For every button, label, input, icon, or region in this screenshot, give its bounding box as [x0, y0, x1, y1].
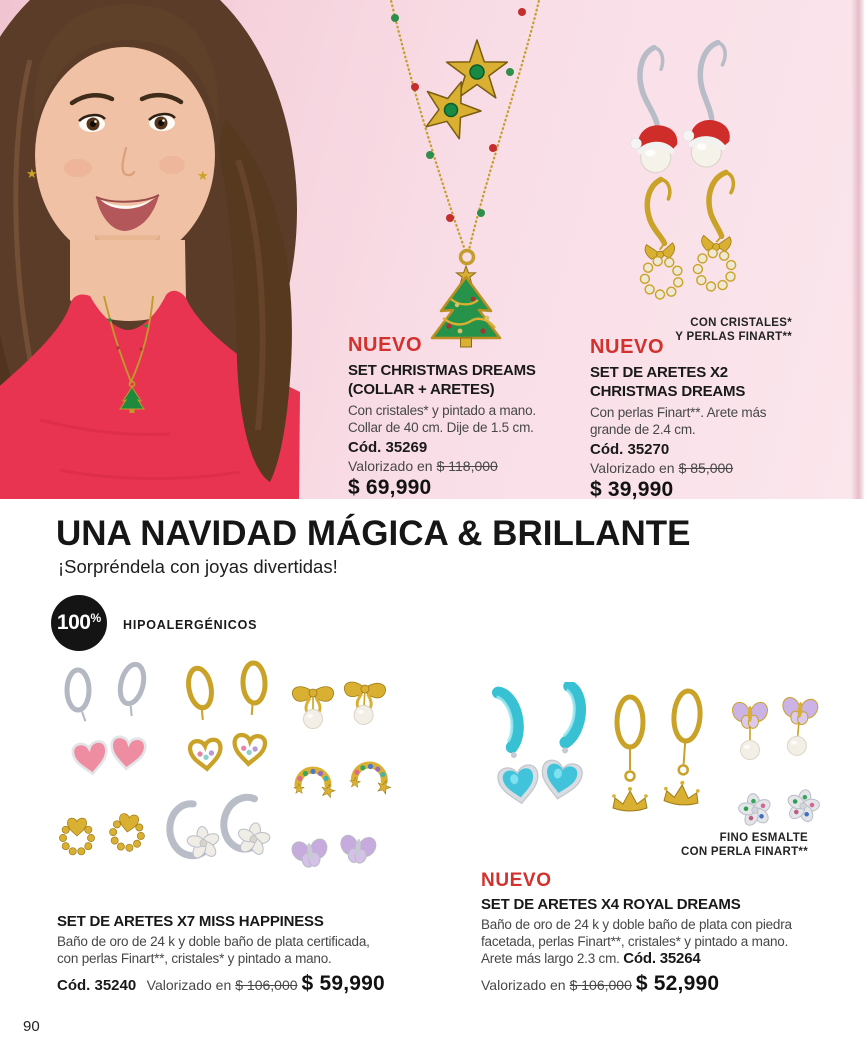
nuevo-badge: NUEVO: [590, 336, 665, 358]
valorized-label: Valorizado en: [146, 977, 232, 993]
tree-pendant: [432, 251, 500, 348]
star-earring-icon: ★: [26, 166, 38, 181]
star-earrings: [426, 40, 507, 139]
product-code: Cód. 35264: [623, 950, 701, 967]
set4-product-image: [465, 682, 825, 837]
hero-section: [0, 0, 865, 499]
section-subtitle: ¡Sorpréndela con joyas divertidas!: [58, 556, 338, 577]
old-price-line: [348, 458, 598, 474]
product-description: Collar de 40 cm. Dije de 1.5 cm.: [348, 420, 534, 435]
product-title: (COLLAR + ARETES): [348, 381, 495, 398]
product-description: Baño de oro de 24 k y doble baño de plata con piedra: [481, 917, 792, 932]
price: $ 39,990: [590, 478, 674, 501]
price: $ 69,990: [348, 476, 432, 499]
hypoallergenic-badge: 100 %: [51, 595, 107, 651]
product-card-aretes-x2-christmas-dreams: [590, 336, 825, 502]
old-price-line: [590, 460, 825, 476]
price: $ 52,990: [635, 972, 720, 995]
star-earring-icon: ★: [197, 168, 209, 183]
valorized-label: Valorizado en: [481, 977, 566, 993]
product-description: facetada, perlas Finart**, cristales* y pintado a mano.: [481, 934, 789, 949]
nuevo-badge: NUEVO: [481, 870, 552, 891]
set7-product-image: [42, 652, 422, 892]
wreath-earrings: [634, 171, 741, 300]
callout: FINO ESMALTE CON PERLA FINART**: [680, 832, 808, 858]
old-price: $ 118,000: [436, 458, 498, 474]
product-description: grande de 2.4 cm.: [590, 422, 696, 437]
old-price: $ 106,000: [235, 977, 298, 993]
xmas-earrings-product-image: [602, 38, 792, 313]
product-card-aretes-x7-miss-happiness: [57, 912, 427, 996]
product-card-christmas-dreams-set: [348, 334, 598, 500]
hypoallergenic-label: HIPOALERGÉNICOS: [123, 618, 258, 632]
product-code: Cód. 35269: [348, 439, 428, 456]
product-title: SET DE ARETES X2: [590, 364, 728, 381]
price-line: [481, 972, 831, 996]
price: $ 59,990: [301, 972, 385, 995]
product-title: SET DE ARETES X7 MISS HAPPINESS: [57, 913, 324, 930]
nuevo-badge: NUEVO: [348, 334, 423, 356]
callout: CON CRISTALES* Y PERLAS FINART**: [675, 317, 792, 343]
page-number: 90: [23, 1018, 40, 1035]
page-edge-shade: [851, 0, 865, 499]
girl-photo: [0, 0, 345, 499]
valorized-label: Valorizado en: [590, 460, 675, 476]
product-title: SET DE ARETES X4 ROYAL DREAMS: [481, 896, 741, 913]
santa-hat-earrings: [626, 41, 737, 174]
product-description: Con perlas Finart**. Arete más: [590, 405, 767, 420]
product-description: Baño de oro de 24 k y doble baño de plata certificada,: [57, 934, 370, 949]
product-title: CHRISTMAS DREAMS: [590, 383, 746, 400]
old-price: $ 106,000: [569, 977, 632, 993]
beaded-chain: [390, 0, 540, 250]
product-description: Arete más largo 2.3 cm. Cód. 35264: [481, 950, 701, 967]
product-title: SET CHRISTMAS DREAMS: [348, 362, 536, 379]
price-line: [57, 972, 427, 996]
product-code: Cód. 35240: [57, 977, 137, 994]
product-description: Con cristales* y pintado a mano.: [348, 403, 536, 418]
product-description: con perlas Finart**, cristales* y pintado a mano.: [57, 951, 332, 966]
product-card-aretes-x4-royal-dreams: [481, 870, 831, 996]
valorized-label: Valorizado en: [348, 458, 433, 474]
old-price: $ 85,000: [678, 460, 734, 476]
necklace-product-image: [345, 0, 595, 348]
section-title: UNA NAVIDAD MÁGICA & BRILLANTE: [56, 514, 691, 553]
product-code: Cód. 35270: [590, 441, 670, 458]
